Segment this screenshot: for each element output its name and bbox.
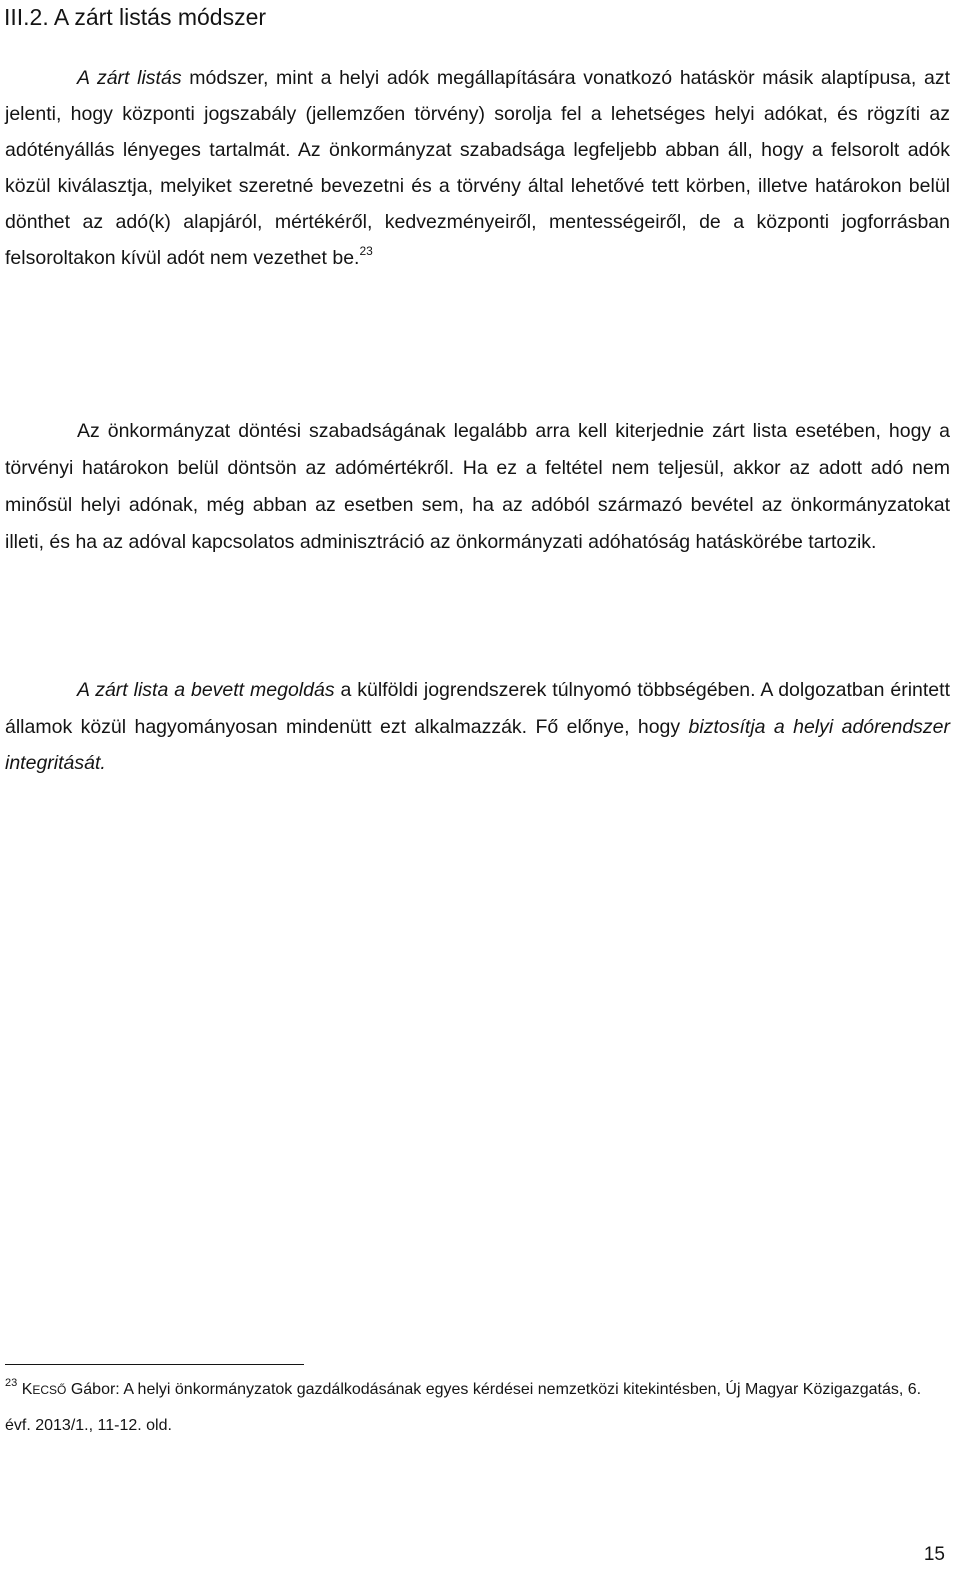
paragraph-3-italic-tail: biztosítja a helyi adórendszer integritását. xyxy=(5,715,950,774)
paragraph-2-text: Az önkormányzat döntési szabadságának legalább arra kell kiterjednie zárt lista esetében, hogy a törvényi határokon belül döntsön az adómértékről. Ha ez a feltétel nem teljesül, akkor az adott adó nem minősül helyi adónak, még abban az esetben sem, ha az adóból származó bevétel az önkormányzatokat illeti, és ha az adóval kapcsolatos adminisztráció az önkormányzati adóhatóság hatáskörébe tartozik. xyxy=(5,420,950,553)
paragraph-1-italic-lead: A zárt listás xyxy=(77,67,182,89)
footnote-text: Gábor: A helyi önkormányzatok gazdálkodásának egyes kérdései nemzetközi kitekintésben, Új Magyar Közigazgatás, 6. évf. 2013/1., 11-12. old. xyxy=(5,1381,922,1434)
footnote xyxy=(5,1372,950,1444)
paragraph-3-italic-lead: A zárt lista a bevett megoldás xyxy=(77,679,335,701)
footnote-author-initial: K xyxy=(21,1381,33,1398)
paragraph-1-text: módszer, mint a helyi adók megállapítására vonatkozó hatáskör másik alaptípusa, azt jelenti, hogy központi jogszabály (jellemzően törvény) sorolja fel a lehetséges helyi adókat, és rögzíti az adótényállás lényeges tartalmát. Az önkormányzat szabadsága legfeljebb abban áll, hogy a felsorolt adók közül kiválasztja, melyiket szeretné bevezetni és a törvény által lehetővé tett körben, illetve határokon belül dönthet az adó(k) alapjáról, mértékéről, kedvezményeiről, mentességeiről, de a központi jogforrásban felsoroltakon kívül adót nem vezethet be. xyxy=(5,67,950,270)
paragraph-1 xyxy=(5,60,950,277)
footnote-reference[interactable]: 23 xyxy=(359,244,373,259)
footnote-number: 23 xyxy=(5,1377,18,1389)
page-number: 15 xyxy=(923,1544,945,1565)
section-heading: III.2. A zárt listás módszer xyxy=(4,4,267,30)
footnote-separator xyxy=(5,1364,304,1365)
paragraph-3 xyxy=(5,672,950,782)
paragraph-3-text: a külföldi jogrendszerek túlnyomó többségében. A dolgozatban érintett államok közül hagyományosan mindenütt ezt alkalmazzák. Fő előnye, hogy xyxy=(5,679,950,738)
footnote-author-rest: ECSŐ xyxy=(32,1383,67,1397)
paragraph-2 xyxy=(5,413,950,561)
